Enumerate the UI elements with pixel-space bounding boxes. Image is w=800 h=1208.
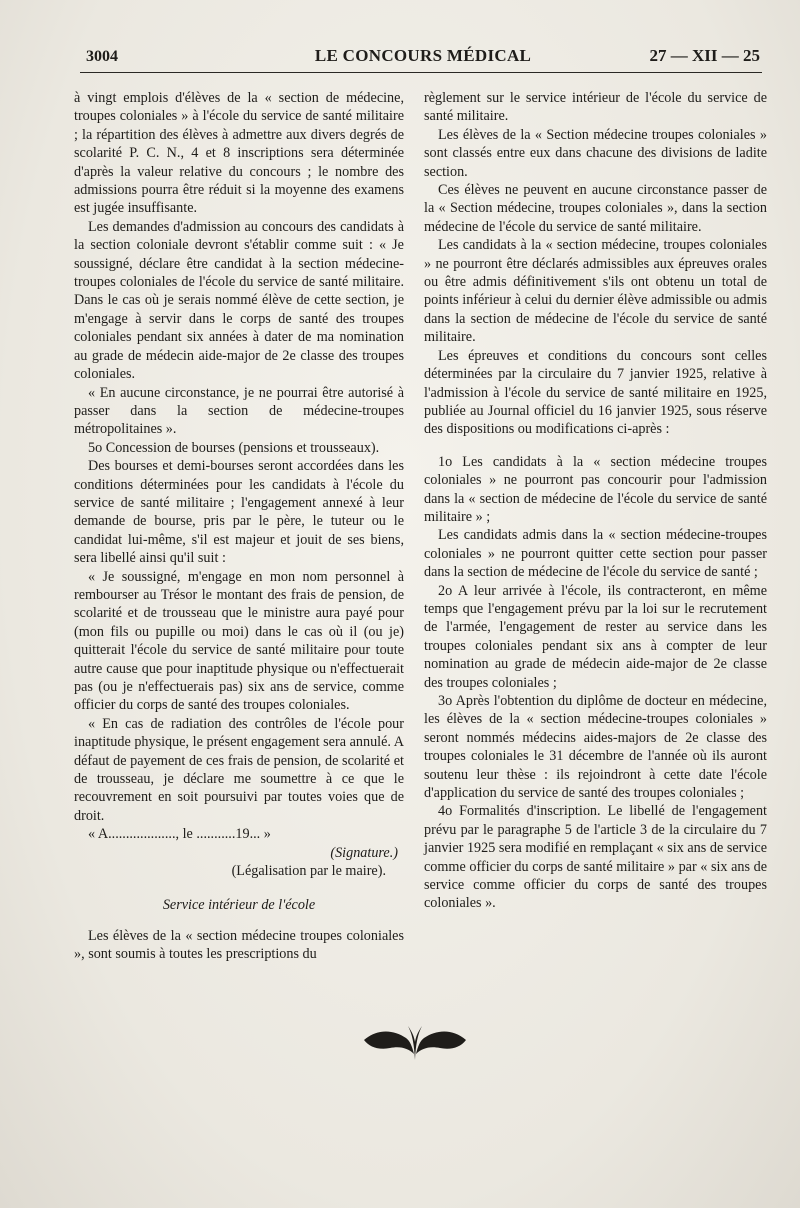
issue-date: 27 — XII — 25 — [649, 46, 760, 65]
paragraph: Ces élèves ne peuvent en aucune circonstance passer de la « Section médecine, troupes coloniales », dans la section médecine de l'école du service de santé militaire. — [424, 182, 767, 235]
right-column — [424, 89, 767, 913]
header-rule — [80, 72, 762, 73]
paragraph: « En cas de radiation des contrôles de l'école pour inaptitude physique, le présent engagement sera annulé. A défaut de payement de ces frais de pension, de scolarité et de trousseau, je déclare me soumettre à ce que le recouvrement en soit poursuivi par toutes voies que de droit. — [74, 715, 404, 824]
paragraph: Les candidats admis dans la « section médecine-troupes coloniales » ne pourront quitter cette section pour passer dans la section de médecine de l'école du service de santé ; — [424, 527, 767, 581]
paragraph: « En aucune circonstance, je ne pourrai être autorisé à passer dans la section de médecine-troupes métropolitaines ». — [74, 384, 404, 438]
signature-line: (Signature.) — [330, 844, 398, 861]
paragraph: « A..................., le ...........19... » — [88, 826, 271, 843]
page-number: 3004 — [86, 48, 118, 65]
left-column — [74, 89, 404, 964]
section-heading: Service intérieur de l'école — [162, 897, 316, 914]
paragraph: règlement sur le service intérieur de l'école du service de santé militaire. — [424, 90, 767, 125]
paragraph: 2o A leur arrivée à l'école, ils contracteront, en même temps que l'engagement prévu par la loi sur le recrutement de l'armée, l'engagement de rester au service dans les troupes coloniales pendant six ans à compter de leur nomination au grade de médecin aide-major de 2e classe des troupes coloniales ; — [424, 582, 767, 691]
paragraph: 3o Après l'obtention du diplôme de docteur en médecine, les élèves de la « section médecine-troupes coloniales » seront nommés médecins aides-majors de 2e classe des troupes coloniales le 31 décembre de l'année où ils auront soutenu leur thèse : ils rejoindront à cette date l'école d'application du service de santé des troupes coloniales ; — [424, 693, 767, 802]
paragraph: 5o Concession de bourses (pensions et trousseaux). — [88, 439, 380, 456]
paragraph: Les candidats à la « section médecine, troupes coloniales » ne pourront être déclarés admissibles aux épreuves orales ou être admis définitivement s'ils ont obtenu un total de points inférieur à celui du dernier élève admissible ou admis dans la section de médecine de l'école du service de santé militaire. — [424, 237, 767, 346]
legalisation-line: (Légalisation par le maire). — [231, 863, 386, 880]
decorative-ornament-icon — [360, 1020, 470, 1064]
journal-title: LE CONCOURS MÉDICAL — [314, 46, 532, 65]
paragraph: Les élèves de la « Section médecine troupes coloniales » sont classés entre eux dans chacune des divisions de ladite section. — [424, 126, 767, 180]
paragraph: Les demandes d'admission au concours des candidats à la section coloniale devront s'établir comme suit : « Je soussigné, déclare être candidat à la section médecine-troupes coloniales de l'école du service de santé militaire. Dans le cas où je serais nommé élève de cette section, je m'engage à servir dans le corps de santé des troupes coloniales pendant six années à dater de ma nomination au grade de médecin aide-major de 2e classe des troupes coloniales. — [74, 218, 404, 383]
paragraph: Des bourses et demi-bourses seront accordées dans les conditions déterminées pour les candidats à l'école du service de santé militaire ; l'engagement annexé à leur demande de bourse, pris par le père, le tuteur ou le candidat lui-même, s'il est majeur et jouit de ses biens, sera libellé ainsi qu'il suit : — [74, 458, 404, 567]
paragraph: 1o Les candidats à la « section médecine troupes coloniales » ne pourront pas concourir pour l'admission dans la « section de médecine de l'école du service de santé militaire » ; — [424, 453, 767, 525]
paragraph: à vingt emplois d'élèves de la « section de médecine, troupes coloniales » à l'école du service de santé militaire ; la répartition des élèves à admettre aux divers degrés de scolarité P. C. N., 4 et 8 inscriptions sera déterminée d'après la valeur relative du concours ; le nombre des admissions pourra être réduit si la moyenne des examens est jugée insuffisante. — [74, 90, 404, 217]
paragraph: 4o Formalités d'inscription. Le libellé de l'engagement prévu par le paragraphe 5 de l'article 3 de la circulaire du 7 janvier 1925 sera modifié en remplaçant « six ans de service comme officier du corps de santé militaire » par « six ans de service comme officier du corps de santé des troupes coloniales ». — [424, 803, 767, 912]
paragraph: Les élèves de la « section médecine troupes coloniales », sont soumis à toutes les prescriptions du — [74, 927, 404, 963]
page-header — [86, 44, 760, 70]
paragraph: Les épreuves et conditions du concours sont celles déterminées par la circulaire du 7 janvier 1925, relative à l'admission à l'école du service de santé militaire en 1925, publiée au Journal officiel du 16 janvier 1925, sous réserve des dispositions ou modifications ci-après : — [424, 347, 767, 438]
paragraph: « Je soussigné, m'engage en mon nom personnel à rembourser au Trésor le montant des frais de pension, de scolarité et de trousseau que le ministre aura payé pour (mon fils ou pupille ou moi) dans le cas où il (ou je) quitterait l'école du service de santé militaire pour toute autre cause que pour inaptitude physique ou n'effectuerait pas (ou je n'effectuerais pas) six ans de service, comme officier du corps de santé des troupes coloniales. — [74, 568, 404, 714]
